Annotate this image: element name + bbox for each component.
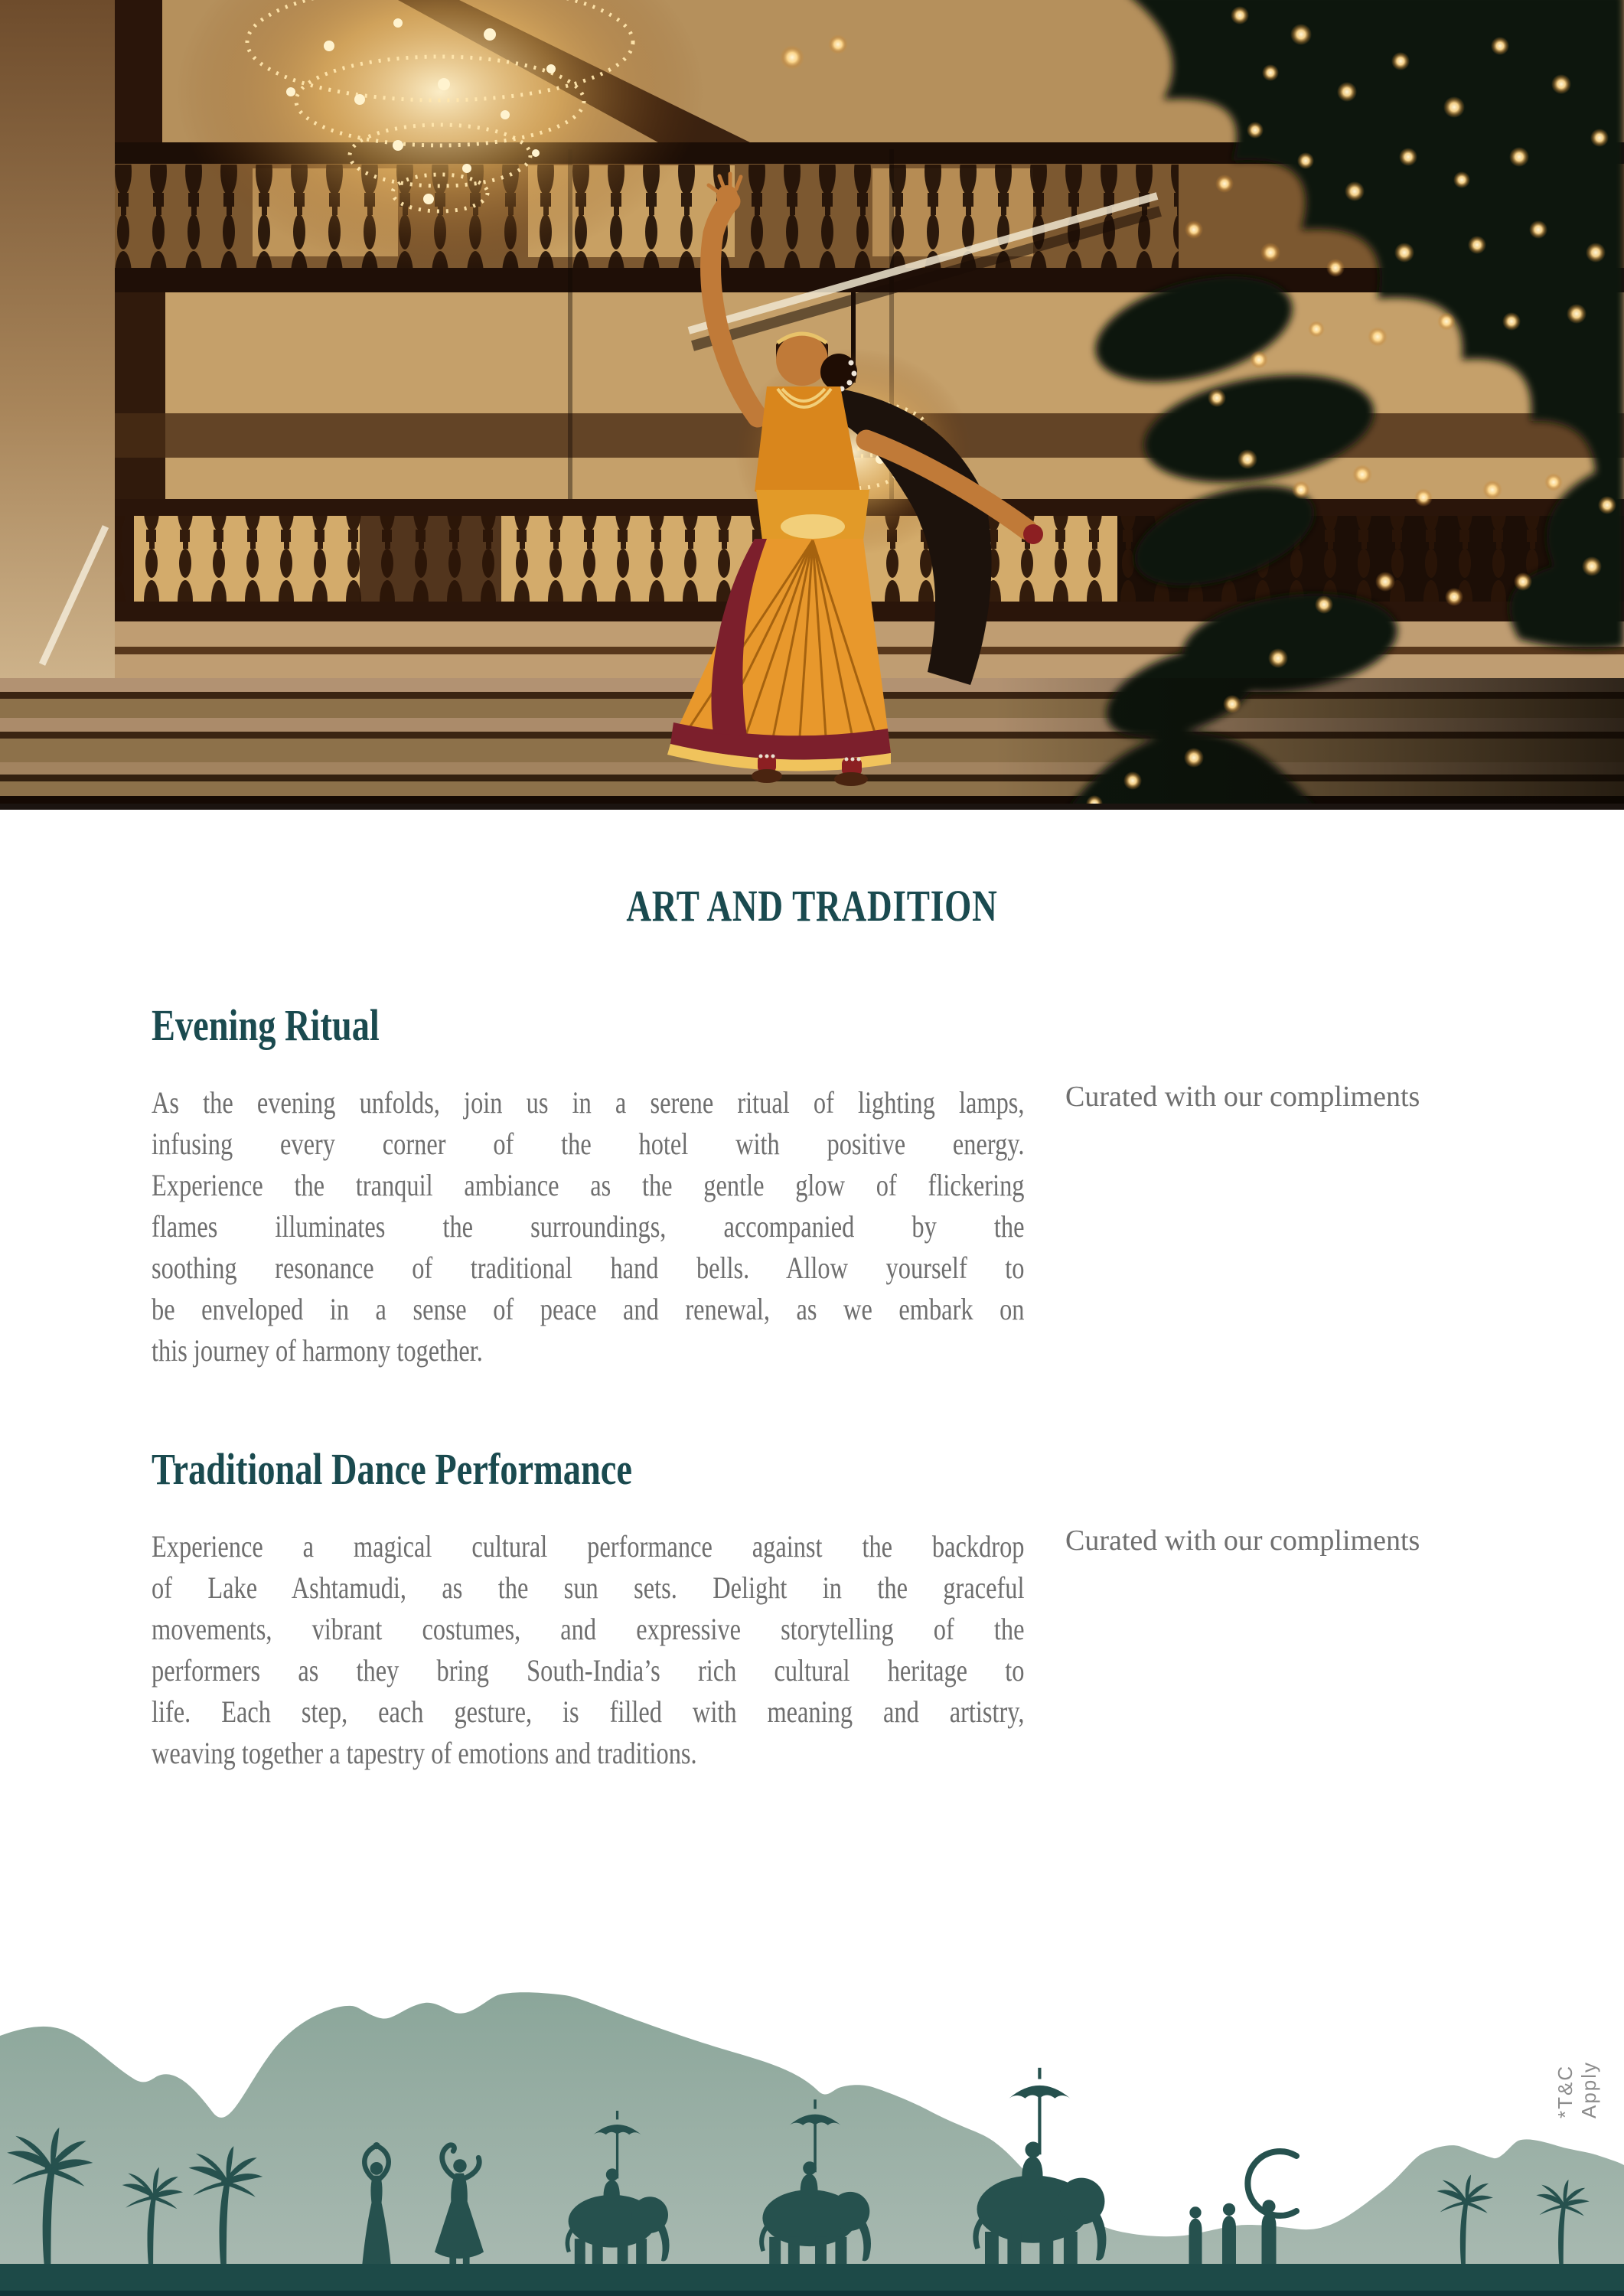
- section-heading-evening-ritual: Evening Ritual: [152, 1000, 380, 1050]
- compliments-note-1: Curated with our compliments: [1065, 1081, 1420, 1113]
- compliments-note-2: Curated with our compliments: [1065, 1525, 1420, 1557]
- body-text-line: Experience the tranquil ambiance as the gentle glow of flickering: [152, 1168, 1025, 1202]
- section-body-evening-ritual: [152, 1082, 1024, 1371]
- page-title-text: ART AND TRADITION: [626, 881, 998, 931]
- page-title: [0, 880, 1624, 931]
- body-text-line: flames illuminates the surroundings, accompanied by the: [152, 1209, 1025, 1244]
- musician-silhouette: [1189, 2206, 1202, 2264]
- section-heading-dance-performance: Traditional Dance Performance: [152, 1444, 632, 1494]
- ground-edge: [0, 2291, 1624, 2296]
- body-text-line: life. Each step, each gesture, is filled with meaning and artistry,: [152, 1694, 1025, 1729]
- hero-photo: [0, 0, 1624, 810]
- mountains: [0, 1992, 1624, 2296]
- footer-illustration: [0, 1948, 1624, 2296]
- body-text-line: soothing resonance of traditional hand bells. Allow yourself to: [152, 1251, 1025, 1285]
- body-text-line: weaving together a tapestry of emotions and traditions.: [152, 1736, 697, 1770]
- body-text-line: performers as they bring South-India’s rich cultural heritage to: [152, 1653, 1025, 1688]
- section-body-dance-performance: [152, 1526, 1024, 1774]
- body-text-line: As the evening unfolds, join us in a serene ritual of lighting lamps,: [152, 1085, 1025, 1120]
- body-text-line: this journey of harmony together.: [152, 1333, 483, 1368]
- musician-silhouette: [1222, 2203, 1236, 2264]
- body-text-line: Experience a magical cultural performance against the backdrop: [152, 1529, 1025, 1564]
- body-text-line: be enveloped in a sense of peace and renewal, as we embark on: [152, 1292, 1025, 1326]
- body-text-line: of Lake Ashtamudi, as the sun sets. Delight in the graceful: [152, 1570, 1025, 1605]
- ground-band: [0, 2264, 1624, 2291]
- body-text-line: movements, vibrant costumes, and expressive storytelling of the: [152, 1612, 1025, 1646]
- body-text-line: infusing every corner of the hotel with positive energy.: [152, 1127, 1025, 1161]
- terms-note: *T&C Apply: [1554, 2060, 1600, 2118]
